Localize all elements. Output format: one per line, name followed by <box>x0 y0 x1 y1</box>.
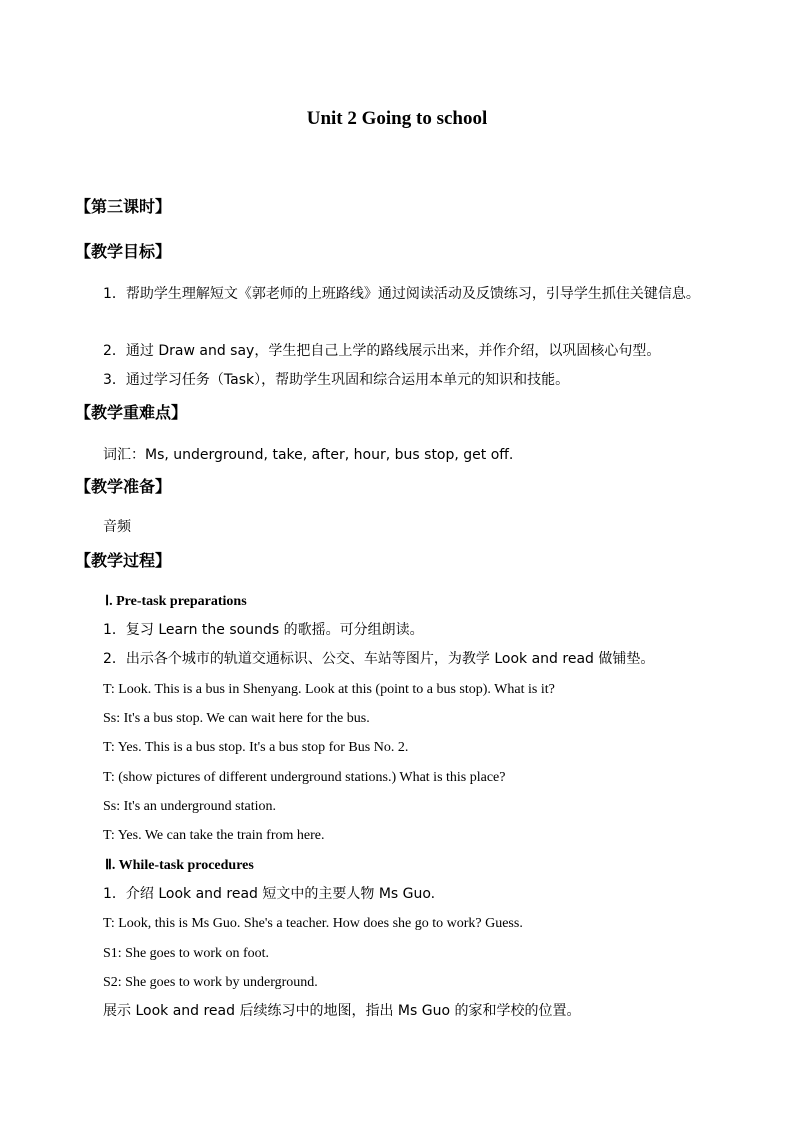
part1-line: T: Yes. We can take the train from here. <box>103 828 325 843</box>
preparation-item: 音频 <box>103 519 131 535</box>
goal-item-3: 3．通过学习任务（Task），帮助学生巩固和综合运用本单元的知识和技能。 <box>103 372 570 388</box>
part1-title: Ⅰ. Pre-task preparations <box>105 594 247 609</box>
part1-line: 2．出示各个城市的轨道交通标识、公交、车站等图片，为教学 Look and read 做铺垫。 <box>103 651 655 667</box>
section-heading-preparation: 【教学准备】 <box>75 477 172 496</box>
focus-vocabulary: 词汇：Ms, underground, take, after, hour, bus stop, get off. <box>103 447 514 463</box>
part1-line: T: Look. This is a bus in Shenyang. Look at this (point to a bus stop). What is it? <box>103 682 555 697</box>
section-heading-focus: 【教学重难点】 <box>75 403 188 422</box>
section-heading-lesson: 【第三课时】 <box>75 197 172 216</box>
part2-line: S2: She goes to work by underground. <box>103 975 318 990</box>
goal-item-2: 2．通过 Draw and say，学生把自己上学的路线展示出来，并作介绍，以巩固核心句型。 <box>103 343 661 359</box>
part1-line: T: Yes. This is a bus stop. It's a bus stop for Bus No. 2. <box>103 740 409 755</box>
page-title: Unit 2 Going to school <box>306 108 488 129</box>
part2-line: T: Look, this is Ms Guo. She's a teacher. How does she go to work? Guess. <box>103 916 523 931</box>
part2-line: S1: She goes to work on foot. <box>103 946 270 961</box>
part1-line: T: (show pictures of different underground stations.) What is this place? <box>103 770 506 785</box>
part1-line: 1．复习 Learn the sounds 的歌摇。可分组朗读。 <box>103 622 424 638</box>
goal-item-1: 1．帮助学生理解短文《郭老师的上班路线》通过阅读活动及反馈练习，引导学生抓住关键信息。 <box>103 286 700 302</box>
part1-line: Ss: It's a bus stop. We can wait here for the bus. <box>103 711 370 726</box>
part2-title: Ⅱ. While-task procedures <box>105 858 254 873</box>
section-heading-goals: 【教学目标】 <box>75 242 172 261</box>
part1-line: Ss: It's an underground station. <box>103 799 276 814</box>
part2-line: 展示 Look and read 后续练习中的地图，指出 Ms Guo 的家和学校的位置。 <box>103 1003 581 1019</box>
part2-line: 1．介绍 Look and read 短文中的主要人物 Ms Guo. <box>103 886 436 902</box>
section-heading-process: 【教学过程】 <box>75 551 172 570</box>
